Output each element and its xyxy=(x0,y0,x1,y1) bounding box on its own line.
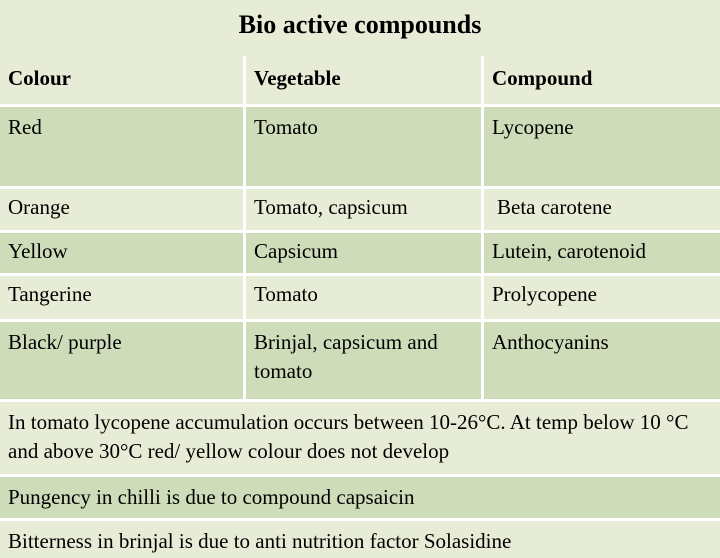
table-row xyxy=(0,319,720,399)
header-colour: Colour xyxy=(8,66,71,90)
table-row xyxy=(0,104,720,186)
table-row xyxy=(0,230,720,273)
compounds-table xyxy=(0,56,720,558)
cell-compound: Lycopene xyxy=(481,107,720,186)
cell-colour: Orange xyxy=(8,195,70,219)
cell-compound: Prolycopene xyxy=(481,276,720,319)
note-capsaicin: Pungency in chilli is due to compound capsaicin xyxy=(0,474,720,518)
cell-vegetable: Tomato xyxy=(243,107,481,186)
cell-colour: Black/ purple xyxy=(8,330,122,354)
cell-colour: Tangerine xyxy=(8,282,92,306)
cell-vegetable: Tomato, capsicum xyxy=(243,189,481,230)
cell-compound: Beta carotene xyxy=(481,189,720,230)
header-vegetable: Vegetable xyxy=(243,56,481,104)
cell-compound: Anthocyanins xyxy=(481,322,720,399)
cell-compound: Lutein, carotenoid xyxy=(481,233,720,273)
page-title: Bio active compounds xyxy=(238,10,482,39)
table-header-row xyxy=(0,56,720,104)
cell-vegetable: Brinjal, capsicum and tomato xyxy=(243,322,481,399)
cell-vegetable: Tomato xyxy=(243,276,481,319)
table-row xyxy=(0,273,720,319)
note-solasidine: Bitterness in brinjal is due to anti nutrition factor Solasidine xyxy=(0,518,720,558)
cell-colour: Red xyxy=(8,115,42,139)
table-row xyxy=(0,186,720,230)
title-bar xyxy=(0,0,720,56)
header-compound: Compound xyxy=(481,56,720,104)
cell-colour: Yellow xyxy=(8,239,68,263)
note-lycopene-temperature: In tomato lycopene accumulation occurs between 10-26°C. At temp below 10 °C and above 30°C red/ yellow colour does not develop xyxy=(0,399,720,474)
cell-vegetable: Capsicum xyxy=(243,233,481,273)
